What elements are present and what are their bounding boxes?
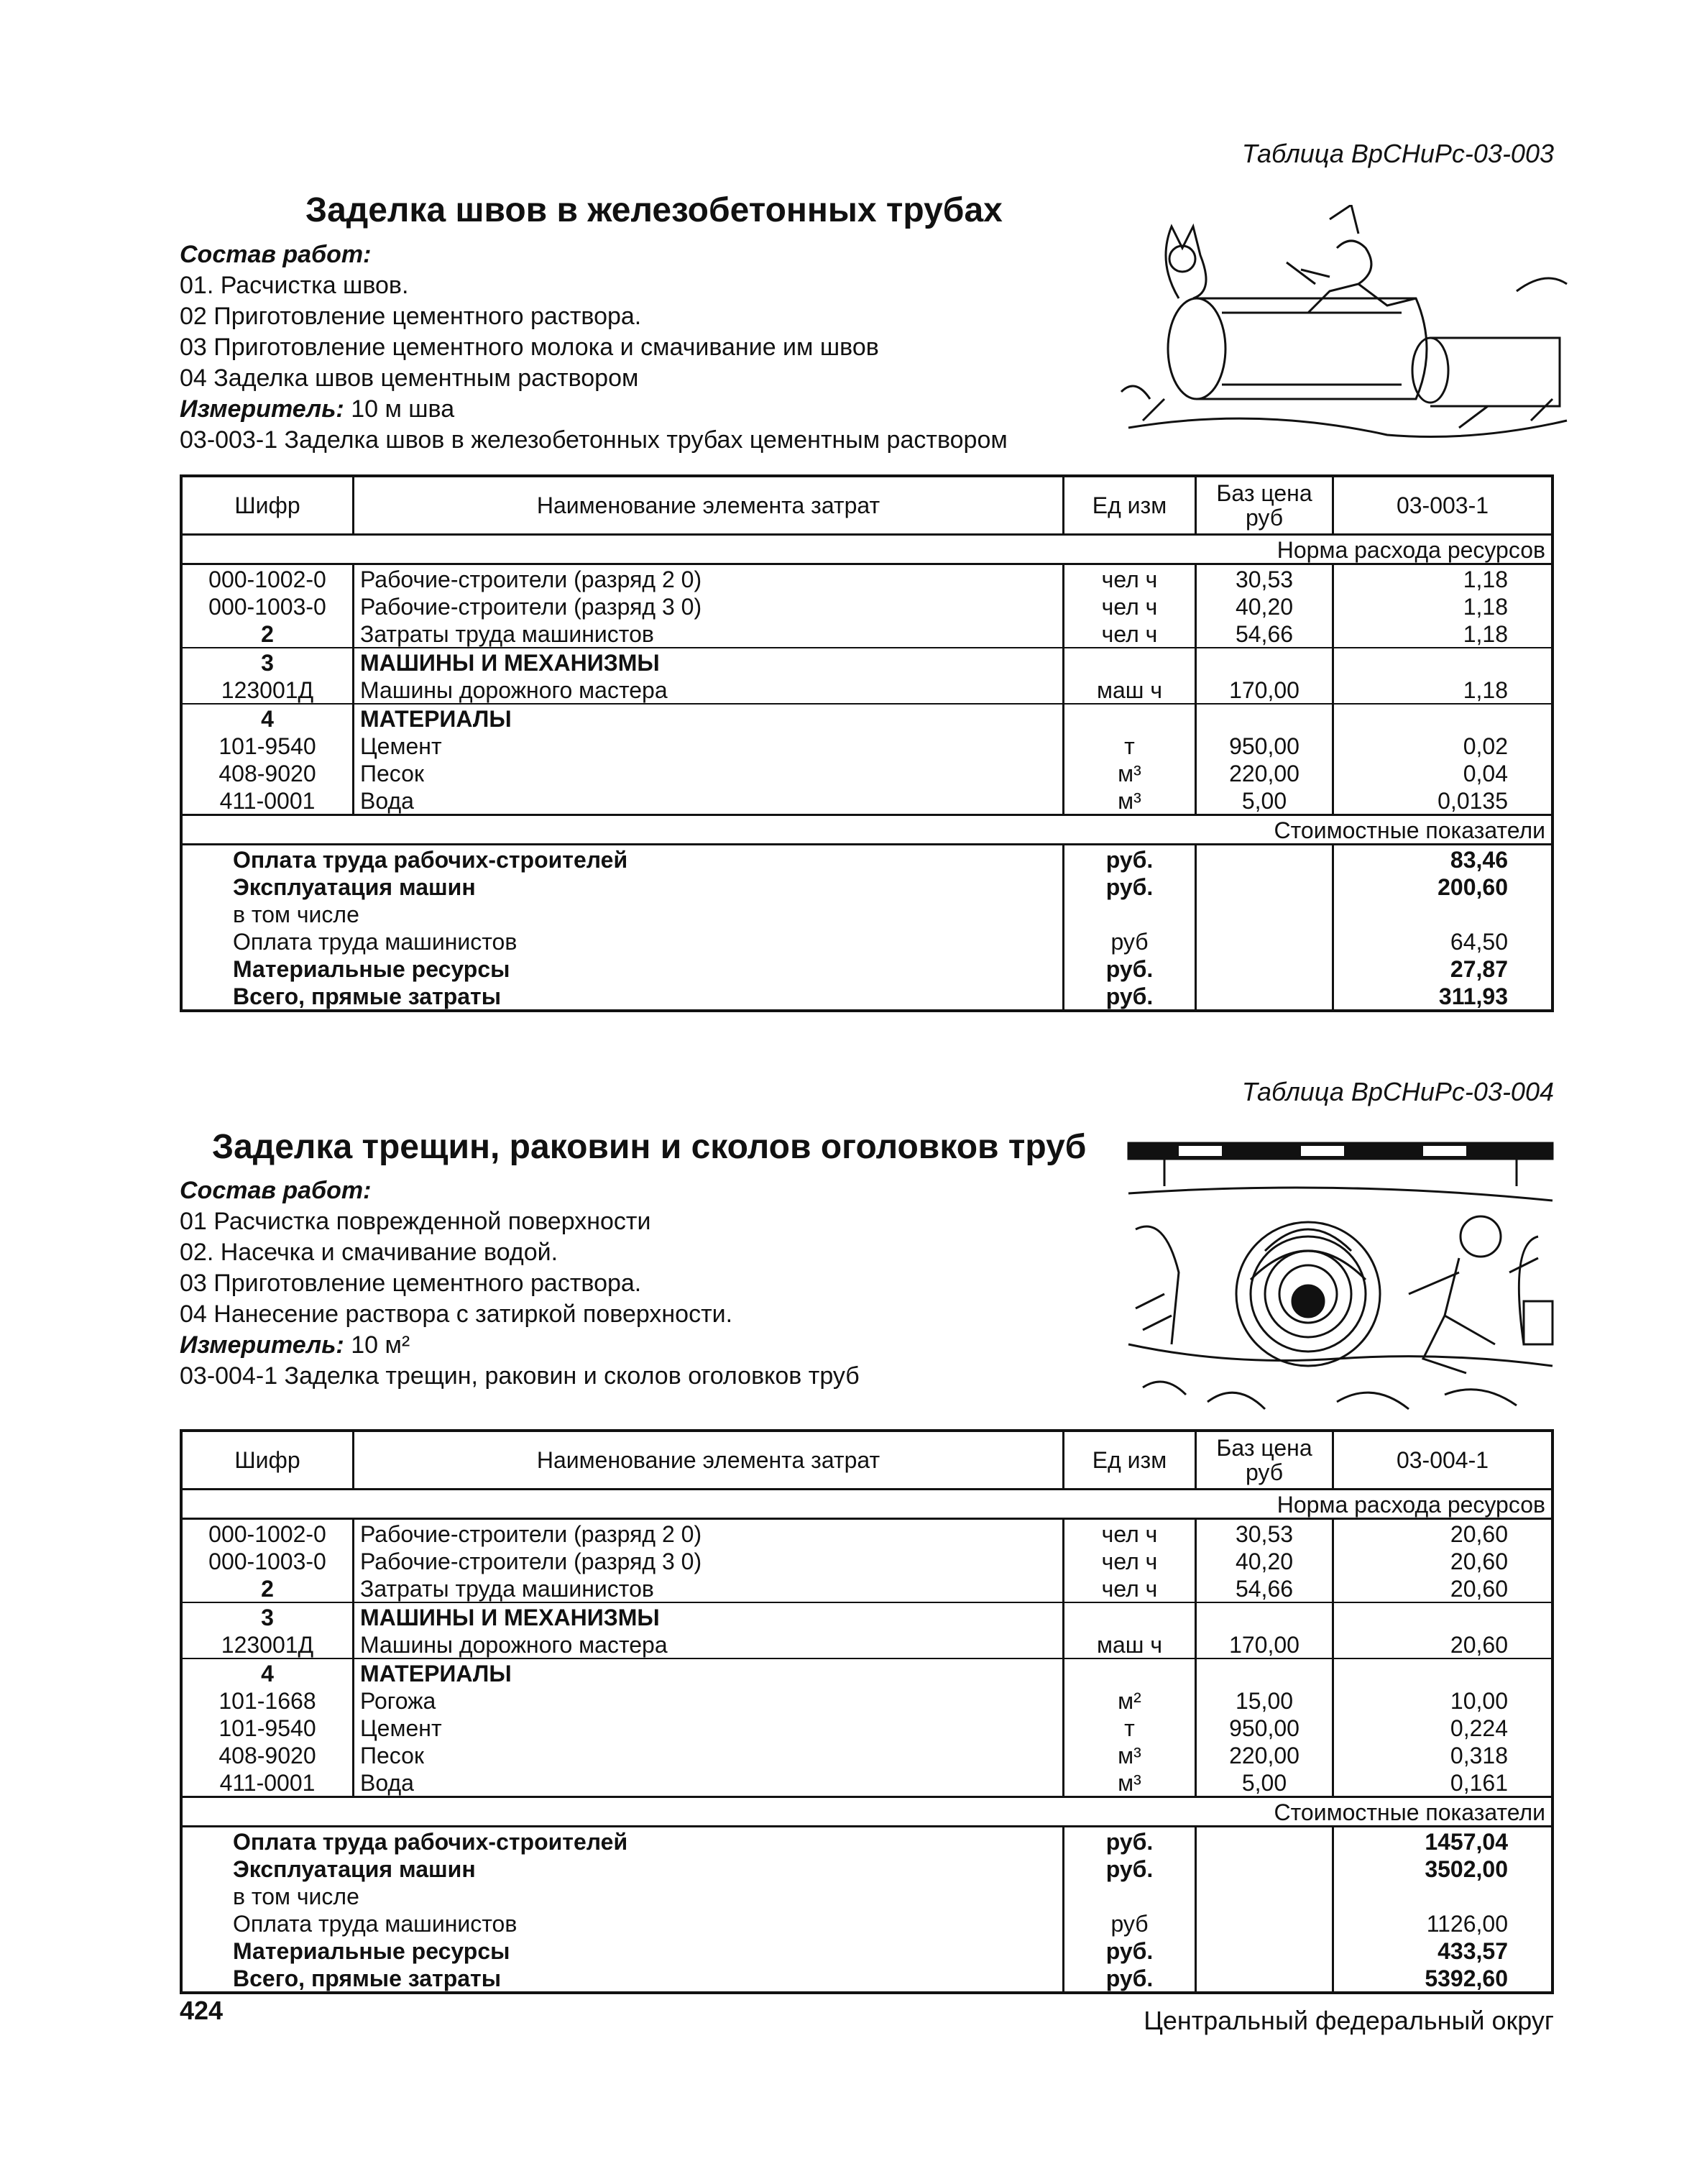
- table-cell: 433,57: [1333, 1937, 1553, 1964]
- table-cell: 30,53: [1196, 1519, 1333, 1548]
- table-cell: 27,87: [1333, 955, 1553, 982]
- table-cell: 123001Д: [181, 676, 354, 704]
- table-cell: Рабочие-строители (разряд 2 0): [354, 564, 1064, 593]
- table-cell: в том числе: [181, 900, 1064, 927]
- table-cell: 0,0135: [1333, 786, 1553, 815]
- table-cell: 5392,60: [1333, 1964, 1553, 1993]
- work-item: 04 Нанесение раствора с затиркой поверхности.: [180, 1300, 733, 1328]
- table-cell: [1064, 704, 1196, 732]
- table-cell: 5,00: [1196, 1768, 1333, 1797]
- table-cell: [1196, 1602, 1333, 1630]
- worker-with-cat-illustration: [1114, 205, 1574, 442]
- header-unit: Ед изм: [1064, 476, 1196, 535]
- table-cell: Машины дорожного мастера: [354, 1630, 1064, 1658]
- table-cell: 64,50: [1333, 927, 1553, 955]
- section-title: Заделка швов в железобетонных трубах: [305, 191, 1003, 229]
- table-cell: Всего, прямые затраты: [181, 1964, 1064, 1993]
- table-cell: [1064, 1658, 1196, 1687]
- table-cell: 83,46: [1333, 845, 1553, 873]
- table-cell: чел ч: [1064, 564, 1196, 593]
- subheader-norm: Норма расхода ресурсов: [181, 535, 1552, 564]
- table-cell: 0,161: [1333, 1768, 1553, 1797]
- table-cell: 0,318: [1333, 1741, 1553, 1768]
- pipe-repair-illustration: [1121, 1129, 1560, 1431]
- subheader-cost: Стоимостные показатели: [181, 1797, 1552, 1827]
- cost-row: [181, 1882, 1552, 1909]
- table-cell: Рабочие-строители (разряд 3 0): [354, 1547, 1064, 1574]
- header-column: 03-004-1: [1333, 1431, 1553, 1490]
- table-row: [181, 759, 1552, 786]
- table-cell: Оплата труда рабочих-строителей: [181, 845, 1064, 873]
- cost-row: [181, 1855, 1552, 1882]
- table-cell: 411-0001: [181, 786, 354, 815]
- work-item: 01 Расчистка поврежденной поверхности: [180, 1208, 651, 1235]
- table-cell: [1064, 900, 1196, 927]
- table-cell: м³: [1064, 786, 1196, 815]
- page-number: 424: [180, 1996, 224, 2025]
- table-cell: Вода: [354, 1768, 1064, 1797]
- table-cell: 000-1002-0: [181, 1519, 354, 1548]
- table-cell: [1196, 704, 1333, 732]
- table-cell: 20,60: [1333, 1547, 1553, 1574]
- table-cell: чел ч: [1064, 592, 1196, 620]
- table-cell: 0,224: [1333, 1714, 1553, 1741]
- header-name: Наименование элемента затрат: [354, 476, 1064, 535]
- table-cell: руб.: [1064, 1937, 1196, 1964]
- table-cell: 54,66: [1196, 620, 1333, 648]
- table-cell: [1333, 704, 1553, 732]
- table-row: [181, 1547, 1552, 1574]
- table-label: Таблица ВрСНиРс-03-003: [1241, 139, 1554, 168]
- table-cell: маш ч: [1064, 676, 1196, 704]
- header-code: Шифр: [181, 1431, 354, 1490]
- table-cell: Оплата труда рабочих-строителей: [181, 1827, 1064, 1855]
- cost-row: [181, 1827, 1552, 1855]
- measure-value: 10 м²: [351, 1331, 410, 1359]
- table-cell: Материальные ресурсы: [181, 955, 1064, 982]
- cost-row: [181, 873, 1552, 900]
- table-cell: [1333, 900, 1553, 927]
- table-row: [181, 648, 1552, 676]
- table-cell: 1,18: [1333, 592, 1553, 620]
- table-cell: руб.: [1064, 1964, 1196, 1993]
- table-cell: руб: [1064, 927, 1196, 955]
- measure-label: Измеритель:: [180, 1331, 344, 1359]
- cost-row: [181, 1964, 1552, 1993]
- table-cell: [1196, 1658, 1333, 1687]
- table-cell: Цемент: [354, 732, 1064, 759]
- table-cell: 101-9540: [181, 732, 354, 759]
- cost-row: [181, 845, 1552, 873]
- table-cell: 2: [181, 620, 354, 648]
- table-cell: [1064, 1602, 1196, 1630]
- subheader-cost: Стоимостные показатели: [181, 815, 1552, 845]
- measure-value: 10 м шва: [351, 395, 455, 423]
- table-cell: 950,00: [1196, 1714, 1333, 1741]
- measure-line: [180, 1330, 860, 1361]
- header-name: Наименование элемента затрат: [354, 1431, 1064, 1490]
- table-cell: Песок: [354, 1741, 1064, 1768]
- table-row: [181, 1714, 1552, 1741]
- table-row: [181, 1741, 1552, 1768]
- table-cell: руб.: [1064, 1855, 1196, 1882]
- table-cell: Машины дорожного мастера: [354, 676, 1064, 704]
- table-cell: 0,04: [1333, 759, 1553, 786]
- table-cell: [1333, 648, 1553, 676]
- table-cell: Всего, прямые затраты: [181, 982, 1064, 1011]
- table-row: [181, 1658, 1552, 1687]
- table-cell: 000-1003-0: [181, 1547, 354, 1574]
- table-cell: т: [1064, 732, 1196, 759]
- table-cell: 20,60: [1333, 1519, 1553, 1548]
- table-cell: 408-9020: [181, 759, 354, 786]
- measure-label: Измеритель:: [180, 395, 344, 423]
- section-03-003: [180, 133, 1554, 1010]
- table-cell: [1333, 1602, 1553, 1630]
- header-price: Баз цена руб: [1196, 476, 1333, 535]
- cost-row: [181, 982, 1552, 1011]
- table-cell: 1,18: [1333, 620, 1553, 648]
- header-unit: Ед изм: [1064, 1431, 1196, 1490]
- table-cell: чел ч: [1064, 1547, 1196, 1574]
- table-cell: 5,00: [1196, 786, 1333, 815]
- table-cell: 123001Д: [181, 1630, 354, 1658]
- table-cell: Эксплуатация машин: [181, 873, 1064, 900]
- table-cell: 20,60: [1333, 1630, 1553, 1658]
- header-price: Баз цена руб: [1196, 1431, 1333, 1490]
- subheader-norm: Норма расхода ресурсов: [181, 1490, 1552, 1519]
- table-cell: Затраты труда машинистов: [354, 620, 1064, 648]
- table-row: [181, 786, 1552, 815]
- table-cell: 4: [181, 704, 354, 732]
- cost-table: [180, 474, 1554, 1012]
- table-row: [181, 1768, 1552, 1797]
- table-row: [181, 732, 1552, 759]
- table-cell: 2: [181, 1574, 354, 1602]
- table-row: [181, 1519, 1552, 1548]
- item-line: 03-004-1 Заделка трещин, раковин и сколов оголовков труб: [180, 1362, 860, 1390]
- cost-row: [181, 1909, 1552, 1937]
- table-cell: 101-9540: [181, 1714, 354, 1741]
- table-cell: руб.: [1064, 955, 1196, 982]
- table-cell: 1126,00: [1333, 1909, 1553, 1937]
- table-cell: м³: [1064, 1741, 1196, 1768]
- table-cell: м³: [1064, 1768, 1196, 1797]
- table-cell: 30,53: [1196, 564, 1333, 593]
- table-cell: чел ч: [1064, 1574, 1196, 1602]
- table-cell: 170,00: [1196, 676, 1333, 704]
- work-item: 01. Расчистка швов.: [180, 272, 409, 299]
- table-cell: [1064, 1882, 1196, 1909]
- table-cell: чел ч: [1064, 620, 1196, 648]
- table-cell: 3502,00: [1333, 1855, 1553, 1882]
- table-cell: 40,20: [1196, 592, 1333, 620]
- table-cell: Эксплуатация машин: [181, 1855, 1064, 1882]
- cost-row: [181, 1937, 1552, 1964]
- table-cell: 1,18: [1333, 676, 1553, 704]
- table-cell: 101-1668: [181, 1687, 354, 1714]
- table-cell: 1457,04: [1333, 1827, 1553, 1855]
- table-cell: МАШИНЫ И МЕХАНИЗМЫ: [354, 648, 1064, 676]
- table-row: [181, 676, 1552, 704]
- table-cell: маш ч: [1064, 1630, 1196, 1658]
- table-cell: 15,00: [1196, 1687, 1333, 1714]
- table-cell: 3: [181, 648, 354, 676]
- table-cell: 20,60: [1333, 1574, 1553, 1602]
- work-item: 03 Приготовление цементного раствора.: [180, 1270, 642, 1297]
- cost-row: [181, 900, 1552, 927]
- works-header: Состав работ:: [180, 1177, 372, 1204]
- table-cell: Материальные ресурсы: [181, 1937, 1064, 1964]
- table-cell: руб.: [1064, 1827, 1196, 1855]
- table-row: [181, 1630, 1552, 1658]
- table-cell: [1196, 648, 1333, 676]
- header-code: Шифр: [181, 476, 354, 535]
- table-cell: Оплата труда машинистов: [181, 1909, 1064, 1937]
- table-cell: 311,93: [1333, 982, 1553, 1011]
- table-cell: руб.: [1064, 982, 1196, 1011]
- table-cell: МАТЕРИАЛЫ: [354, 704, 1064, 732]
- table-row: [181, 620, 1552, 648]
- work-item: 02 Приготовление цементного раствора.: [180, 303, 642, 330]
- table-cell: 200,60: [1333, 873, 1553, 900]
- section-title: Заделка трещин, раковин и сколов оголовков труб: [212, 1128, 1087, 1166]
- cost-table: [180, 1429, 1554, 1994]
- table-cell: 000-1003-0: [181, 592, 354, 620]
- work-item: 02. Насечка и смачивание водой.: [180, 1239, 558, 1266]
- table-cell: 170,00: [1196, 1630, 1333, 1658]
- table-cell: 411-0001: [181, 1768, 354, 1797]
- table-cell: 950,00: [1196, 732, 1333, 759]
- table-cell: 408-9020: [181, 1741, 354, 1768]
- works-list: [180, 239, 1008, 456]
- work-item: 04 Заделка швов цементным раствором: [180, 364, 639, 392]
- footer-divider: [180, 1991, 1554, 1993]
- table-row: [181, 1602, 1552, 1630]
- table-cell: Рогожа: [354, 1687, 1064, 1714]
- table-cell: в том числе: [181, 1882, 1064, 1909]
- table-cell: 10,00: [1333, 1687, 1553, 1714]
- table-cell: Вода: [354, 786, 1064, 815]
- header-column: 03-003-1: [1333, 476, 1553, 535]
- works-header: Состав работ:: [180, 241, 372, 268]
- measure-line: [180, 394, 1008, 425]
- table-cell: Песок: [354, 759, 1064, 786]
- table-cell: чел ч: [1064, 1519, 1196, 1548]
- table-cell: 000-1002-0: [181, 564, 354, 593]
- table-cell: Рабочие-строители (разряд 2 0): [354, 1519, 1064, 1548]
- table-cell: 0,02: [1333, 732, 1553, 759]
- table-cell: т: [1064, 1714, 1196, 1741]
- table-cell: 54,66: [1196, 1574, 1333, 1602]
- table-cell: м³: [1064, 759, 1196, 786]
- works-list: [180, 1175, 860, 1392]
- table-row: [181, 592, 1552, 620]
- table-cell: МАШИНЫ И МЕХАНИЗМЫ: [354, 1602, 1064, 1630]
- table-row: [181, 564, 1552, 593]
- table-cell: Оплата труда машинистов: [181, 927, 1064, 955]
- table-cell: 3: [181, 1602, 354, 1630]
- cost-row: [181, 955, 1552, 982]
- table-row: [181, 1574, 1552, 1602]
- cost-row: [181, 927, 1552, 955]
- table-cell: 220,00: [1196, 759, 1333, 786]
- footer-region: Центральный федеральный округ: [1144, 2006, 1554, 2035]
- table-cell: [1064, 648, 1196, 676]
- table-cell: м²: [1064, 1687, 1196, 1714]
- table-cell: [1333, 1882, 1553, 1909]
- table-row: [181, 1687, 1552, 1714]
- table-cell: [1333, 1658, 1553, 1687]
- table-row: [181, 704, 1552, 732]
- section-03-004: [180, 1071, 1554, 1991]
- table-cell: руб.: [1064, 873, 1196, 900]
- table-cell: руб: [1064, 1909, 1196, 1937]
- table-cell: Затраты труда машинистов: [354, 1574, 1064, 1602]
- table-cell: руб.: [1064, 845, 1196, 873]
- table-cell: МАТЕРИАЛЫ: [354, 1658, 1064, 1687]
- table-cell: 220,00: [1196, 1741, 1333, 1768]
- work-item: 03 Приготовление цементного молока и смачивание им швов: [180, 334, 879, 361]
- table-cell: 4: [181, 1658, 354, 1687]
- table-cell: 1,18: [1333, 564, 1553, 593]
- table-label: Таблица ВрСНиРс-03-004: [1241, 1077, 1554, 1106]
- table-cell: Рабочие-строители (разряд 3 0): [354, 592, 1064, 620]
- table-cell: Цемент: [354, 1714, 1064, 1741]
- table-cell: 40,20: [1196, 1547, 1333, 1574]
- item-line: 03-003-1 Заделка швов в железобетонных трубах цементным раствором: [180, 426, 1008, 454]
